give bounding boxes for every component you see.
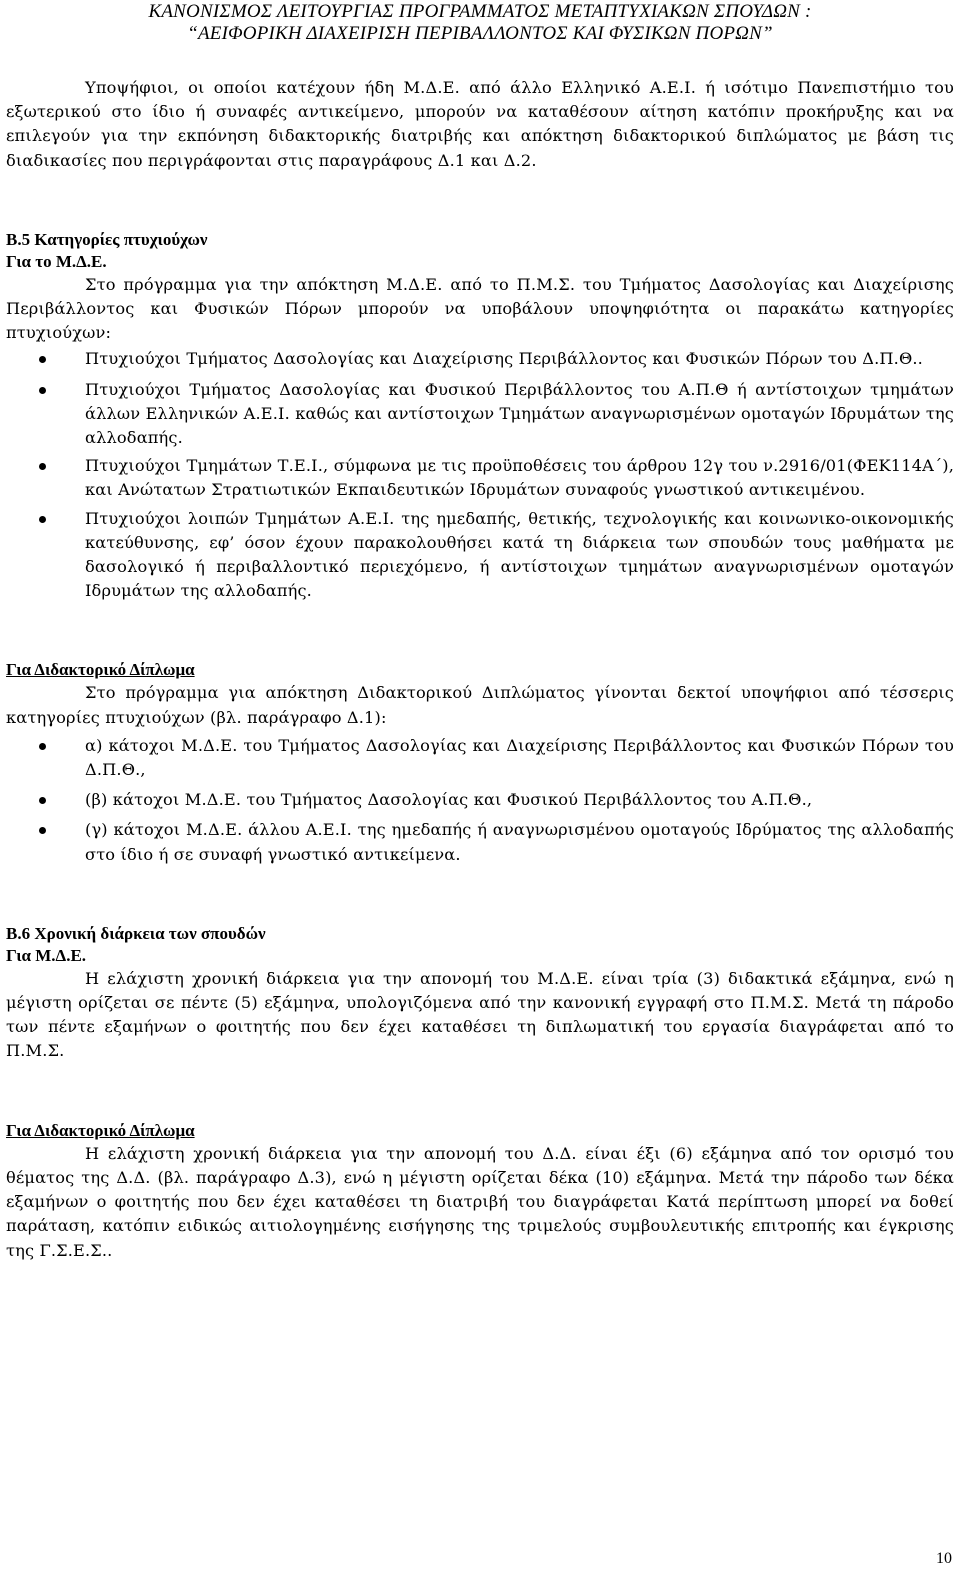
- intro-paragraph: Υποψήφιοι, οι οποίοι κατέχουν ήδη Μ.Δ.Ε. από άλλο Ελληνικό Α.Ε.Ι. ή ισότιμο Πανεπιστήμιο του εξωτερικού στο ίδιο ή συναφές αντικείμενο, μπορούν να καταθέσουν αίτηση κατόπιν προκήρυξης και να επιλεγούν για την εκπόνηση διδακτορικής διατριβής και απόκτηση διδακτορικού διπλώματος με βάση τις διαδικασίες που περιγράφονται στις παραγράφους Δ.1 και Δ.2.: [6, 78, 954, 170]
- bullet-icon: [39, 356, 46, 363]
- b6-phd-heading: [6, 1120, 954, 1142]
- b5-mde-intro: Στο πρόγραμμα για την απόκτηση Μ.Δ.Ε. από το Π.Μ.Σ. του Τμήματος Δασολογίας και Διαχείρισης Περιβάλλοντος και Φυσικών Πόρων μπορούν να υποβάλουν υποψηφιότητα οι παρακάτω κατηγορίες πτυχιούχων:: [6, 274, 954, 343]
- bullet-icon: [39, 463, 46, 470]
- bullet-icon: [39, 797, 46, 804]
- document-header-line-1: ΚΑΝΟΝΙΣΜΟΣ ΛΕΙΤΟΥΡΓΙΑΣ ΠΡΟΓΡΑΜΜΑΤΟΣ ΜΕΤΑΠΤΥΧΙΑΚΩΝ ΣΠΟΥΔΩΝ :: [148, 1, 812, 22]
- list-item-text: Πτυχιούχοι Τμήματος Δασολογίας και Φυσικού Περιβάλλοντος του Α.Π.Θ ή αντίστοιχων τμημάτων άλλων Ελληνικών Α.Ε.Ι. καθώς και αντίστοιχων Τμημάτων αναγνωρισμένων ομοταγών Ιδρυμάτων της αλλοδαπής.: [85, 379, 954, 448]
- bullet-icon: [39, 516, 46, 523]
- list-item: [6, 347, 954, 371]
- list-item: [6, 788, 954, 812]
- b6-phd-heading-text: Για Διδακτορικό Δίπλωμα: [6, 1120, 195, 1140]
- list-item-text: α) κάτοχοι Μ.Δ.Ε. του Τμήματος Δασολογίας και Διαχείρισης Περιβάλλοντος και Φυσικών Πόρων του Δ.Π.Θ.,: [85, 735, 954, 780]
- list-item: [6, 734, 954, 782]
- list-item: [6, 378, 954, 451]
- b5-phd-heading: [6, 659, 954, 681]
- bullet-icon: [39, 827, 46, 834]
- b5-mde-heading: Για το Μ.Δ.Ε.: [6, 251, 107, 271]
- bullet-icon: [39, 387, 46, 394]
- list-item-text: Πτυχιούχοι Τμημάτων Τ.Ε.Ι., σύμφωνα με τις προϋποθέσεις του άρθρου 12γ του ν.2916/01(ΦΕΚ114Α΄), και Ανώτατων Στρατιωτικών Εκπαιδευτικών Ιδρυμάτων συναφούς γνωστικού αντικειμένου.: [85, 456, 954, 500]
- b5-phd-intro: Στο πρόγραμμα για απόκτηση Διδακτορικού Διπλώματος γίνονται δεκτοί υποψήφιοι από τέσσερις κατηγορίες πτυχιούχων (βλ. παράγραφο Δ.1):: [6, 683, 954, 727]
- b5-mde-list: [6, 347, 954, 603]
- list-item-text: Πτυχιούχοι λοιπών Τμημάτων Α.Ε.Ι. της ημεδαπής, θετικής, τεχνολογικής και κοινωνικο-οικονομικής κατεύθυνσης, εφ’ όσον έχουν παρακολουθήσει κατά τη διάρκεια των σπουδών τους μαθήματα με δασολογικό ή περιβαλλοντικό περιεχόμενο, ή αντίστοιχων τμημάτων αναγνωρισμένων ομοταγών Ιδρυμάτων της αλλοδαπής.: [85, 508, 954, 601]
- b5-phd-list: [6, 734, 954, 867]
- b6-mde-heading: Για Μ.Δ.Ε.: [6, 945, 87, 965]
- page-number: 10: [936, 1550, 952, 1567]
- b5-phd-heading-text: Για Διδακτορικό Δίπλωμα: [6, 660, 195, 680]
- section-b6-title: Β.6 Χρονική διάρκεια των σπουδών: [6, 923, 266, 943]
- list-item: [6, 818, 954, 866]
- page-body: [6, 76, 954, 1263]
- list-item: [6, 507, 954, 604]
- list-item-text: (γ) κάτοχοι Μ.Δ.Ε. άλλου Α.Ε.Ι. της ημεδαπής ή αναγνωρισμένου ομοταγούς Ιδρύματος της αλλοδαπής στο ίδιο ή σε συναφή γνωστικό αντικείμενα.: [85, 820, 954, 864]
- b6-mde-text: Η ελάχιστη χρονική διάρκεια για την απονομή του Μ.Δ.Ε. είναι τρία (3) διδακτικά εξάμηνα, ενώ η μέγιστη ορίζεται σε πέντε (5) εξάμηνα, υπολογιζόμενα από την κανονική εγγραφή στο Π.Μ.Σ. Μετά τη πάροδο των πέντε εξαμήνων ο φοιτητής που δεν έχει καταθέσει τη διπλωματική του εργασία διαγράφεται από το Π.Μ.Σ.: [6, 968, 954, 1061]
- list-item: [6, 454, 954, 502]
- document-header-line-2: “ΑΕΙΦΟΡΙΚΗ ΔΙΑΧΕΙΡΙΣΗ ΠΕΡΙΒΑΛΛΟΝΤΟΣ ΚΑΙ ΦΥΣΙΚΩΝ ΠΟΡΩΝ”: [187, 23, 773, 44]
- bullet-icon: [39, 743, 46, 750]
- section-b5-title: Β.5 Κατηγορίες πτυχιούχων: [6, 229, 208, 249]
- list-item-text: Πτυχιούχοι Τμήματος Δασολογίας και Διαχείρισης Περιβάλλοντος και Φυσικών Πόρων του Δ.Π.Θ..: [85, 349, 923, 369]
- list-item-text: (β) κάτοχοι Μ.Δ.Ε. του Τμήματος Δασολογίας και Φυσικού Περιβάλλοντος του Α.Π.Θ.,: [85, 790, 813, 810]
- b6-phd-text: Η ελάχιστη χρονική διάρκεια για την απονομή του Δ.Δ. είναι έξι (6) εξάμηνα από τον ορισμό του θέματος της Δ.Δ. (βλ. παράγραφο Δ.3), ενώ η μέγιστη ορίζεται δέκα (10) εξάμηνα. Μετά την πάροδο των δέκα εξαμήνων ο φοιτητής που δεν έχει καταθέσει τη διατριβή του διαγράφεται Κατά περίπτωση μπορεί να δοθεί παράταση, κατόπιν ειδικώς αιτιολογημένης εισήγησης της τριμελούς συμβουλευτικής επιτροπής και έγκρισης της Γ.Σ.Ε.Σ..: [6, 1143, 954, 1260]
